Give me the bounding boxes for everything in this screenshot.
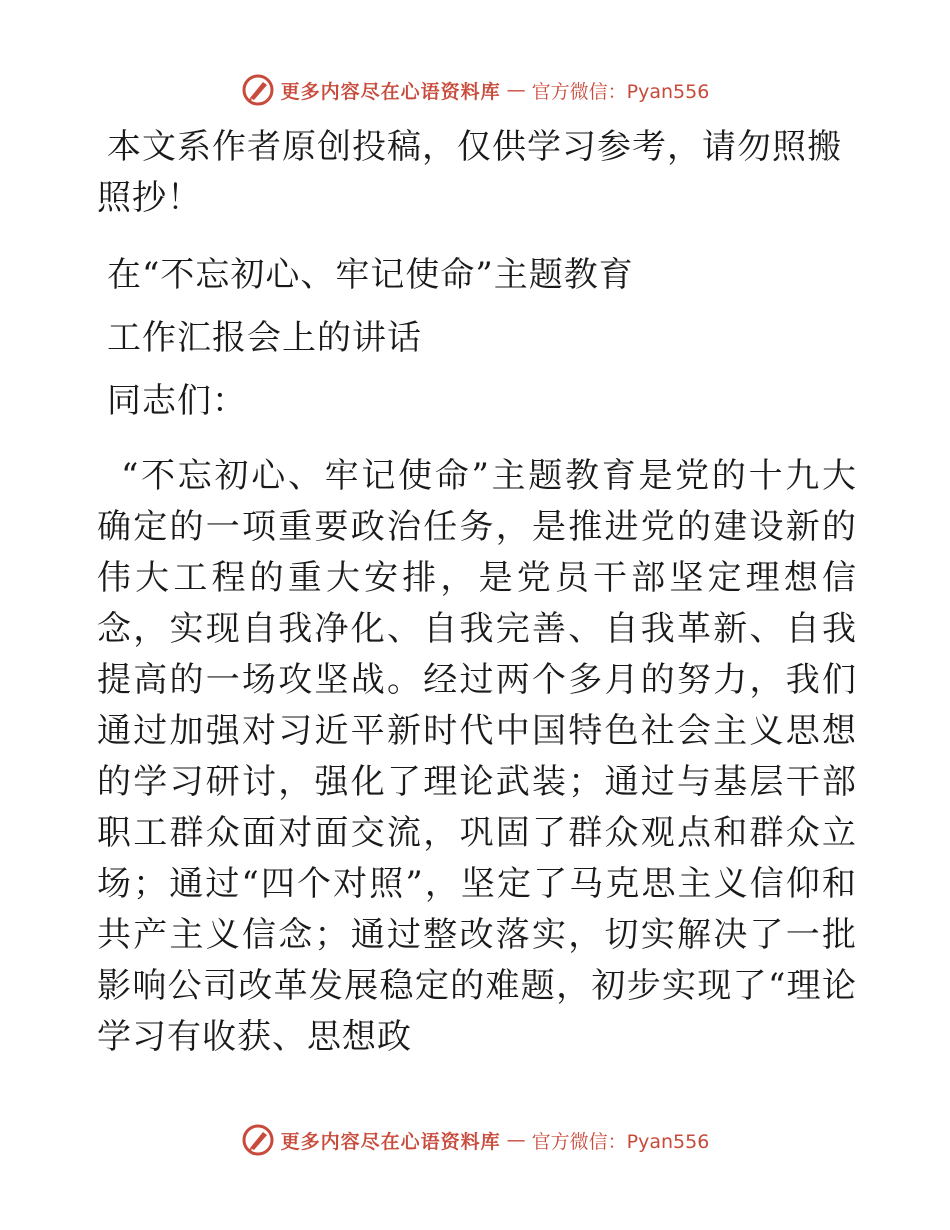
quill-pen-logo-icon (241, 73, 275, 107)
speech-title-line-2: 工作汇报会上的讲话 (107, 318, 422, 358)
header-banner (0, 70, 950, 110)
quill-pen-logo-icon (241, 1123, 275, 1157)
speech-title-line-1: 在“不忘初心、牢记使命”主题教育 (107, 255, 634, 295)
document-body (97, 122, 857, 1063)
banner-site-name: 更多内容尽在心语资料库 (280, 80, 501, 103)
banner-wechat-id: 官方微信：Pyan556 (531, 1130, 710, 1153)
banner-site-name: 更多内容尽在心语资料库 (280, 1130, 501, 1153)
salutation: 同志们： (107, 381, 247, 421)
body-paragraph: “不忘初心、牢记使命”主题教育是党的十九大确定的一项重要政治任务，是推进党的建设新的伟大工程的重大安排，是党员干部坚定理想信念，实现自我净化、自我完善、自我革新、自我提高的一场攻坚战。经过两个多月的努力，我们通过加强对习近平新时代中国特色社会主义思想的学习研讨，强化了理论武装；通过与基层干部职工群众面对面交流，巩固了群众观点和群众立场；通过“四个对照”，坚定了马克思主义信仰和共产主义信念；通过整改落实，切实解决了一批影响公司改革发展稳定的难题，初步实现了“理论学习有收获、思想政 (97, 456, 857, 1057)
banner-wechat-id: 官方微信：Pyan556 (531, 80, 710, 103)
footer-banner (0, 1120, 950, 1160)
banner-separator: — (506, 1129, 526, 1151)
banner-separator: — (506, 79, 526, 101)
copyright-notice: 本文系作者原创投稿，仅供学习参考，请勿照搬照抄！ (97, 127, 842, 218)
